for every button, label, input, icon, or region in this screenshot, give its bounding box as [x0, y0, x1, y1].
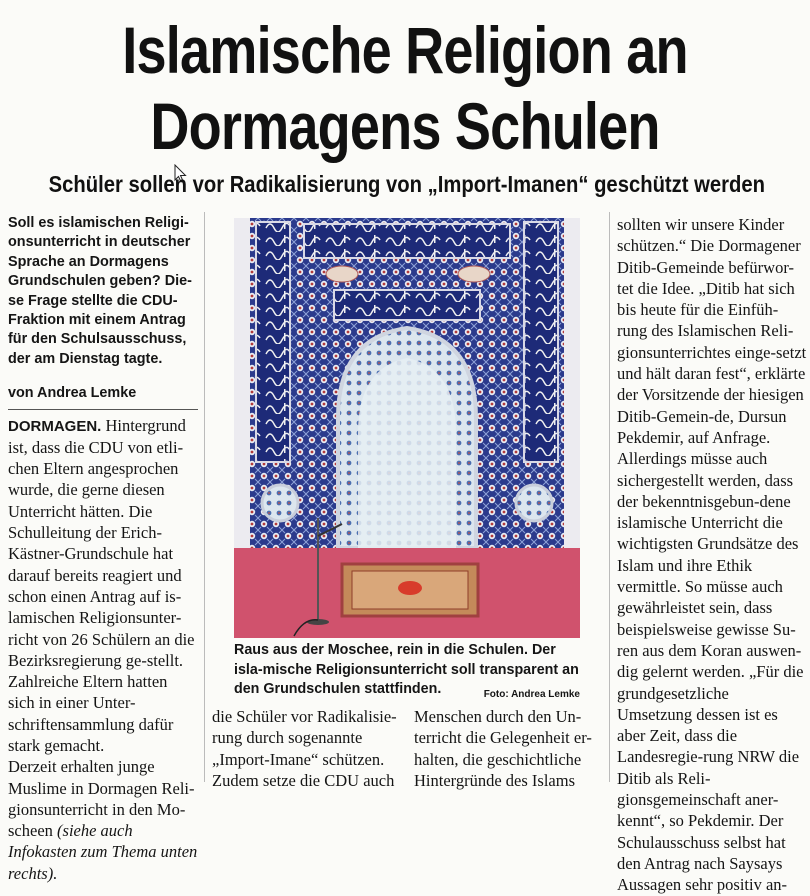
- headline-line-1: Islamische Religion an: [122, 13, 688, 87]
- article-column-4: sollten wir unsere Kinder schützen.“ Die Dormagener Ditib-Gemeinde befürwor-tet die Idee. „Ditib hat sich bis heute für die Einfüh-rung des Islamischen Reli-gionsunterrichtes einge-setzt und hält daran fest“, erklärte der Vorsitzende der hiesigen Ditib-Gemein-de, Dursun Pekdemir, auf Anfrage. Allerdings müsse auch sichergestellt werden, dass der bekenntnisgebun-dene islamische Unterricht die wichtigsten Grundsätze des Islam und ihre Ethik vermittle. So müsse auch gewährleistet sein, dass beispielsweise gewisse Su-ren aus dem Koran auswen-dig gelernt werden. „Für die grundgesetzliche Umsetzung dessen ist es aber Zeit, dass die Landesregie-rung NRW die Ditib als Reli-gionsgemeinschaft aner-kennt“, so Pekdemir. Der Schulausschuss selbst hat den Antrag nach Saysays Aussagen sehr positiv an-: [617, 215, 807, 895]
- article-lead: Soll es islamischen Religi-onsunterricht in deutscher Sprache an Dormagens Grundschulen geben? Die-se Frage stellte die CDU-Fraktion mit einem Antrag für den Schulsausschuss, der am Dienstag tagte.: [8, 215, 192, 367]
- photo-credit: Foto: Andrea Lemke: [483, 689, 580, 700]
- column-divider: [609, 212, 610, 782]
- column-1-body: [8, 415, 198, 885]
- article-author: von Andrea Lemke: [8, 383, 198, 409]
- caption-text: Raus aus der Moschee, rein in die Schulen. Der isla-mische Religionsunterricht soll transparent an den Grundschulen stattfinden.: [234, 642, 579, 697]
- mihrab-illustration: [234, 218, 580, 638]
- column-divider: [204, 212, 205, 782]
- article-headline: [73, 12, 737, 164]
- mosque-mihrab-photo: [234, 218, 580, 638]
- dateline: DORMAGEN.: [8, 417, 102, 435]
- photo-caption: [234, 641, 580, 705]
- headline-line-2: Dormagens Schulen: [150, 89, 660, 163]
- article-subheadline: Schüler sollen vor Radikalisierung von „Import-Imanen“ geschützt werden: [48, 171, 766, 197]
- infobox-reference: (siehe auch Infokasten zum Thema unten rechts).: [8, 821, 198, 883]
- column-1-text: Hintergrund ist, dass die CDU von etli-chen Eltern angesprochen wurde, die gerne diesen Unterricht hätten. Die Schulleitung der Erich-Kästner-Grundschule hat darauf bereits reagiert und schon einen Antrag auf is-lamischen Religionsunter-richt von 26 Schülern an die Bezirksregierung ge-stellt. Zahlreiche Eltern hatten sich in einer Unter-schriftensammlung dafür stark gemacht.: [8, 415, 195, 755]
- column-1-text-2: Derzeit erhalten junge Muslime in Dormagen Reli-gionsunterricht in den Mo-scheen: [8, 757, 195, 841]
- article-column-2: die Schüler vor Radikalisie-rung durch sogenannte „Import-Imane“ schützen. Zudem setze die CDU auch: [212, 707, 397, 790]
- article-column-3: Menschen durch den Un-terricht die Gelegenheit er-halten, die geschichtliche Hintergründe des Islams: [414, 707, 592, 790]
